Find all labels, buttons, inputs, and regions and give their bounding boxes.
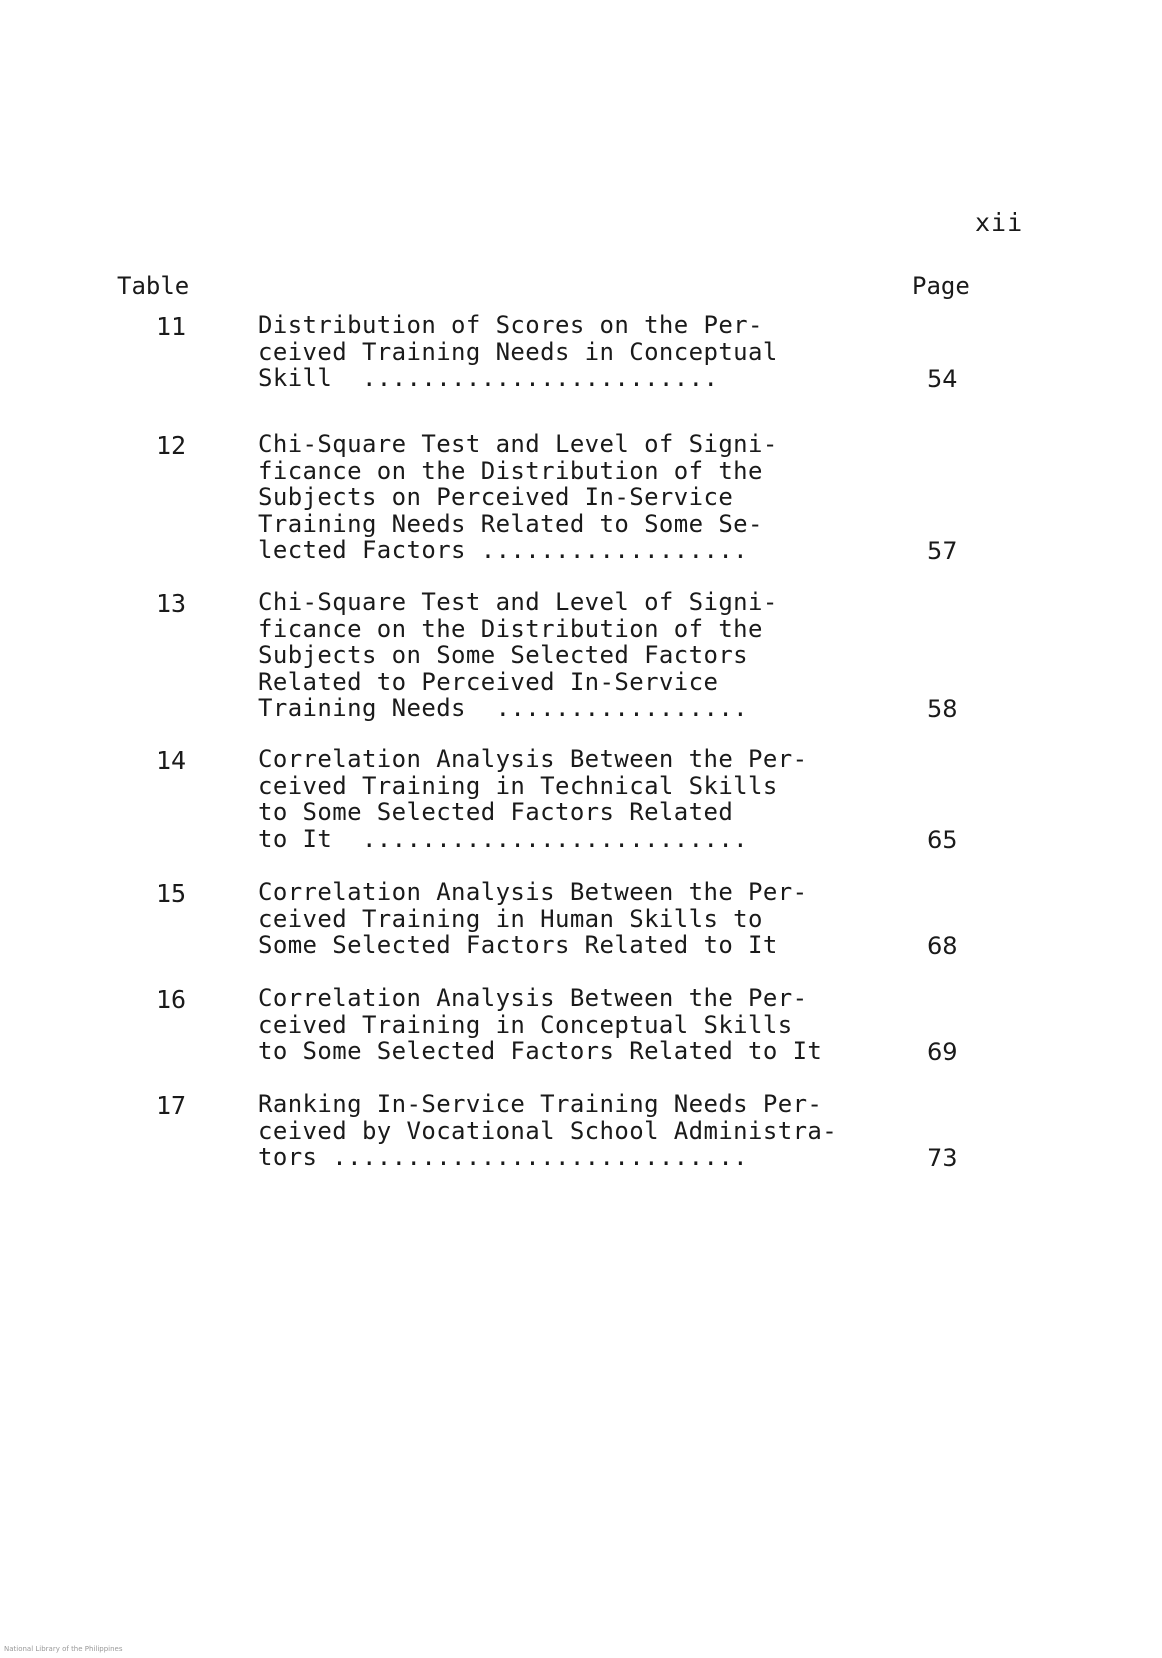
page-ref: 58 xyxy=(927,695,958,723)
table-number: 16 xyxy=(156,985,187,1014)
footer-watermark: National Library of the Philippines xyxy=(4,1645,123,1653)
table-title: Chi-Square Test and Level of Signi- ficance on the Distribution of the Subjects on Perceived In-Service Training Needs Related to Some Se- lected Factors .................. xyxy=(258,430,778,564)
page-ref: 68 xyxy=(927,932,958,960)
table-number: 14 xyxy=(156,746,187,775)
page-ref: 65 xyxy=(927,826,958,854)
table-title: Ranking In-Service Training Needs Per- ceived by Vocational School Administra- tors ............................ xyxy=(258,1090,838,1171)
page-ref: 57 xyxy=(927,537,958,565)
page-number: xii xyxy=(975,208,1024,237)
page-ref: 54 xyxy=(927,365,958,393)
table-title: Correlation Analysis Between the Per- ceived Training in Human Skills to Some Selected Factors Related to It xyxy=(258,878,808,959)
table-number: 11 xyxy=(156,312,187,341)
table-title: Distribution of Scores on the Per- ceived Training Needs in Conceptual Skill ........................ xyxy=(258,311,778,392)
page-ref: 73 xyxy=(927,1144,958,1172)
column-header-page: Page xyxy=(912,272,970,300)
page-ref: 69 xyxy=(927,1038,958,1066)
table-title: Correlation Analysis Between the Per- ceived Training in Conceptual Skills to Some Selected Factors Related to It xyxy=(258,984,823,1065)
table-number: 12 xyxy=(156,431,187,460)
table-title: Chi-Square Test and Level of Signi- ficance on the Distribution of the Subjects on Some Selected Factors Related to Perceived In-Service Training Needs ................. xyxy=(258,588,778,722)
column-header-table: Table xyxy=(117,272,190,300)
table-number: 15 xyxy=(156,879,187,908)
table-title: Correlation Analysis Between the Per- ceived Training in Technical Skills to Some Selected Factors Related to It .......................... xyxy=(258,745,808,853)
table-number: 13 xyxy=(156,589,187,618)
table-number: 17 xyxy=(156,1091,187,1120)
